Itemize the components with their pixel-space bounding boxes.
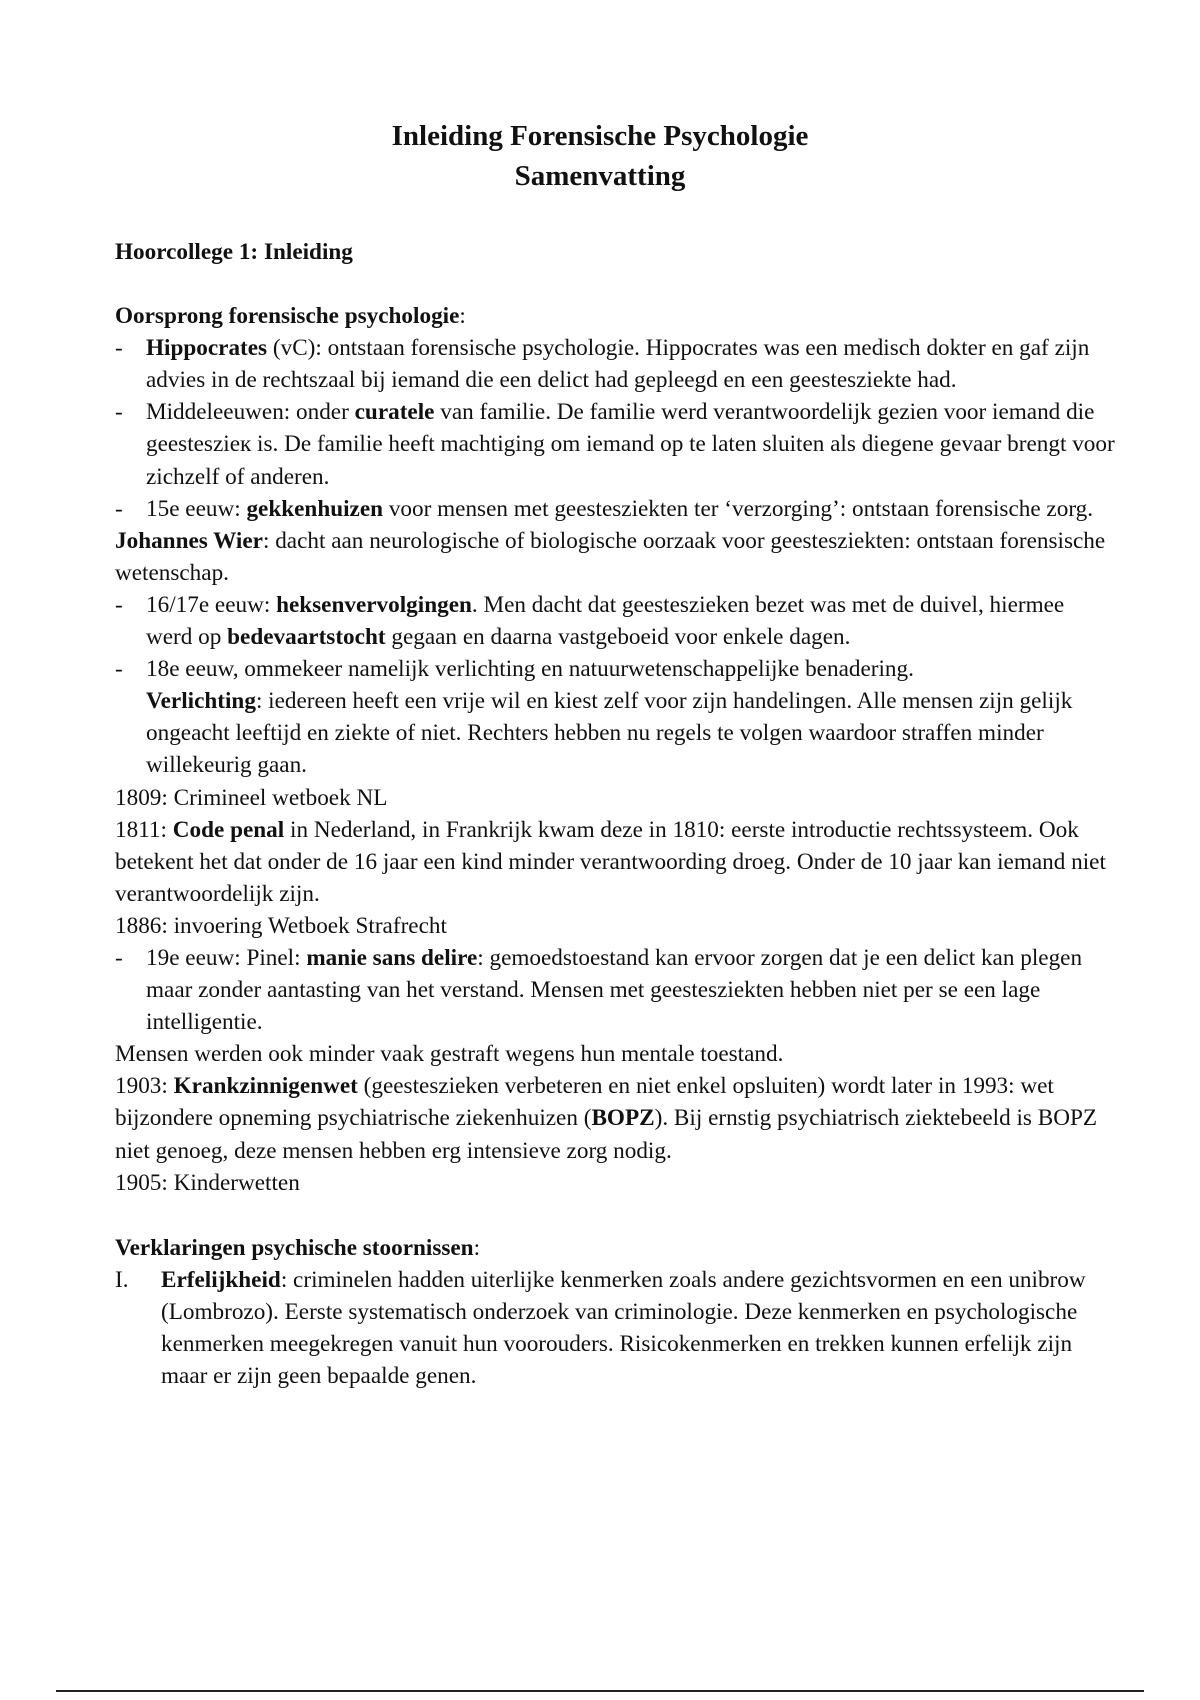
bullet-marker: - bbox=[115, 495, 123, 522]
list-item: - 18e eeuw, ommekeer namelijk verlichting en natuurwetenschappelijke benadering. Verlichting: iedereen heeft een vrije wil en kiest zelf voor zijn handelingen. Alle mensen zijn gelijk ongeacht leeftijd en ziekte of niet. Rechters hebben nu regels te volgen waardoor straffen minder willekeurig gaan. bbox=[115, 653, 1115, 781]
bullet-marker: - bbox=[115, 335, 123, 362]
document-body bbox=[115, 236, 1115, 1392]
bullet-marker: - bbox=[115, 944, 123, 971]
title-line-1: Inleiding Forensische Psychologie bbox=[391, 120, 809, 152]
bullet-marker: - bbox=[115, 656, 123, 683]
origin-heading: Oorsprong forensische psychologie: bbox=[115, 303, 466, 330]
list-item: I. Erfelijkheid: criminelen hadden uiterlijke kenmerken zoals andere gezichtsvormen en een unibrow (Lombrozo). Eerste systematisch onderzoek van criminologie. Deze kenmerken en psychologische kenmerken meegekregen vanuit hun voorouders. Risicokenmerken en trekken kunnen erfelijk zijn maar er zijn geen bepaalde genen. bbox=[115, 1264, 1115, 1392]
list-item: - Middeleeuwen: onder curatele van familie. De familie werd verantwoordelijk gezien voor iemand die geesteszieк is. De familie heeft machtiging om iemand op te laten sluiten als diegene gevaar brengt voor zichzelf of anderen. bbox=[115, 396, 1115, 492]
document-title bbox=[0, 116, 1200, 196]
bullet-marker: - bbox=[115, 591, 123, 618]
explanations-heading: Verklaringen psychische stoornissen: bbox=[115, 1234, 481, 1261]
list-item: - Hippocrates (vC): ontstaan forensische psychologie. Hippocrates was een medisch dokter en gaf zijn advies in de rechtszaal bij iemand die een delict had gepleegd en een geestesziekte had. bbox=[115, 332, 1115, 396]
list-item: - 19e eeuw: Pinel: manie sans delire: gemoedstoestand kan ervoor zorgen dat je een delict kan plegen maar zonder aantasting van het verstand. Mensen met geestesziekten hebben niet per se een lage intelligentie. bbox=[115, 942, 1115, 1038]
paragraph-1809: 1809: Crimineel wetboek NL bbox=[115, 784, 388, 811]
lecture-heading: Hoorcollege 1: Inleiding bbox=[115, 239, 353, 265]
paragraph-1811: 1811: Code penal in Nederland, in Frankrijk kwam deze in 1810: eerste introductie rechtssysteem. Ook betekent het dat onder de 16 jaar een kind minder verantwoording droeg. Onder de 10 jaar kan iemand niet verantwoordelijk zijn. bbox=[115, 816, 1106, 907]
paragraph-1886: 1886: invoering Wetboek Strafrecht bbox=[115, 912, 447, 939]
paragraph-1903: 1903: Krankzinnigenwet (geesteszieken verbeteren en niet enkel opsluiten) wordt later in 1993: wet bijzondere opneming psychiatrische ziekenhuizen (BOPZ). Bij ernstig psychiatrisch ziektebeeld is BOPZ niet genoeg, deze mensen hebben erg intensieve zorg nodig. bbox=[115, 1073, 1098, 1164]
list-item: - 16/17e eeuw: heksenvervolgingen. Men dacht dat geesteszieken bezet was met de duivel, hiermee werd op bedevaartstocht gegaan en daarna vastgeboeid voor enkele dagen. bbox=[115, 589, 1115, 653]
bullet-marker: - bbox=[115, 399, 123, 426]
paragraph-punish: Mensen werden ook minder vaak gestraft wegens hun mentale toestand. bbox=[115, 1041, 784, 1068]
list-item: - 15e eeuw: gekkenhuizen voor mensen met geestesziekten ter ‘verzorging’: ontstaan forensische zorg. bbox=[115, 493, 1115, 525]
paragraph-1905: 1905: Kinderwetten bbox=[115, 1169, 300, 1196]
title-line-2: Samenvatting bbox=[514, 160, 686, 192]
roman-marker: I. bbox=[115, 1266, 129, 1293]
footer-divider bbox=[56, 1690, 1144, 1692]
paragraph-wier: Johannes Wier: dacht aan neurologische of biologische oorzaak voor geestesziekten: ontstaan forensische wetenschap. bbox=[115, 527, 1106, 586]
